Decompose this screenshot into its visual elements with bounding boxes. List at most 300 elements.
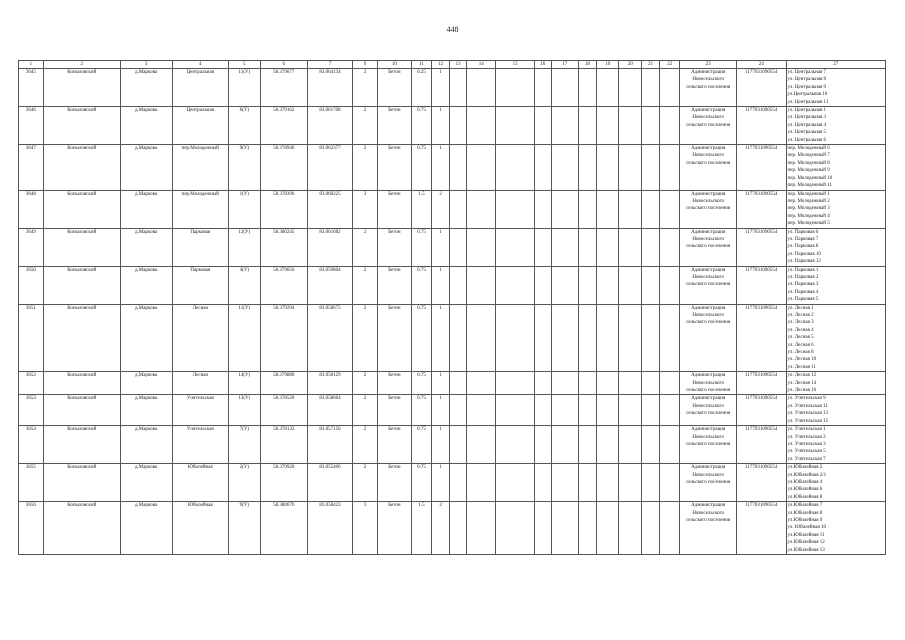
row-id: 3649 (19, 228, 44, 266)
district-cell: Копыловский (43, 107, 120, 145)
empty-cell (578, 372, 596, 395)
inn-cell: 1177031090554 (736, 69, 786, 107)
street-cell: Юбилейная (172, 502, 228, 555)
column-header: 24 (736, 61, 786, 69)
empty-cell (578, 69, 596, 107)
empty-cell (551, 372, 578, 395)
addresses-cell (786, 426, 885, 464)
col11-cell: 0.75 (411, 228, 431, 266)
empty-cell (578, 395, 596, 426)
surface-cell: Бетон (377, 372, 411, 395)
latitude-cell: 58.378520 (260, 395, 307, 426)
empty-cell (534, 107, 551, 145)
empty-cell (596, 426, 619, 464)
surface-cell: Бетон (377, 395, 411, 426)
number-cell: 14(У) (228, 372, 260, 395)
address-line: ул. Учительская 13 (787, 411, 829, 417)
address-line: ул. Учительская 1 (787, 427, 826, 433)
address-line: ул. Парковая 8 (787, 244, 819, 250)
owner-cell: Администрация Новосельского сельского поселения (680, 372, 736, 395)
empty-cell (642, 190, 660, 228)
empty-cell (642, 266, 660, 304)
table-row (19, 372, 886, 395)
empty-cell (642, 145, 660, 190)
settlement-cell: д.Маркова (120, 69, 172, 107)
empty-cell (496, 395, 534, 426)
column-header: 6 (260, 61, 307, 69)
number-cell: 12(У) (228, 228, 260, 266)
empty-cell (578, 107, 596, 145)
row-id: 3653 (19, 395, 44, 426)
col9-cell: 2 (353, 228, 378, 266)
address-line: ул.Юбилейная 11 (787, 532, 825, 538)
row-id: 3655 (19, 464, 44, 502)
surface-cell: Бетон (377, 502, 411, 555)
addresses-cell (786, 228, 885, 266)
latitude-cell: 58.379677 (260, 69, 307, 107)
col11-cell: 0.75 (411, 464, 431, 502)
empty-cell (578, 502, 596, 555)
table-row (19, 266, 886, 304)
address-line: пер. Молодежный 9 (787, 168, 830, 174)
inn-cell: 1177031090554 (736, 228, 786, 266)
empty-cell (660, 426, 680, 464)
column-header: 7 (307, 61, 352, 69)
row-id: 3647 (19, 145, 44, 190)
settlement-cell: д.Маркова (120, 464, 172, 502)
street-cell: Учительская (172, 395, 228, 426)
empty-cell (619, 266, 642, 304)
empty-cell (467, 426, 496, 464)
address-line: ул. Парковая 4 (787, 289, 819, 295)
row-id: 3646 (19, 107, 44, 145)
row-id: 3652 (19, 372, 44, 395)
inn-cell: 1177031090554 (736, 190, 786, 228)
settlement-cell: д.Маркова (120, 266, 172, 304)
column-header: 12 (432, 61, 450, 69)
empty-cell (660, 107, 680, 145)
address-line: ул. Учительская 7 (787, 456, 826, 462)
empty-cell (450, 395, 467, 426)
inn-cell: 1177031090554 (736, 304, 786, 372)
empty-cell (619, 395, 642, 426)
latitude-cell: 58.378132 (260, 426, 307, 464)
empty-cell (450, 190, 467, 228)
table-row (19, 145, 886, 190)
address-line: ул. Центральная 11 (787, 99, 829, 105)
col9-cell: 3 (353, 190, 378, 228)
empty-cell (660, 502, 680, 555)
col9-cell: 2 (353, 304, 378, 372)
number-cell: 7(У) (228, 426, 260, 464)
row-id: 3656 (19, 502, 44, 555)
column-header: 13 (450, 61, 467, 69)
longitude-cell: 83.059804 (307, 266, 352, 304)
empty-cell (450, 372, 467, 395)
col12-cell: 2 (432, 190, 450, 228)
owner-cell: Администрация Новосельского сельского поселения (680, 464, 736, 502)
empty-cell (619, 502, 642, 555)
address-line: ул. Юбилейная 10 (787, 525, 827, 531)
row-id: 3645 (19, 69, 44, 107)
empty-cell (450, 426, 467, 464)
empty-cell (450, 266, 467, 304)
col12-cell: 1 (432, 69, 450, 107)
empty-cell (578, 190, 596, 228)
empty-cell (450, 464, 467, 502)
address-line: ул. Парковая 6 (787, 229, 819, 235)
address-line: ул. Учительская 5 (787, 449, 826, 455)
number-cell: 9(У) (228, 502, 260, 555)
inn-cell: 1177031090554 (736, 502, 786, 555)
settlement-cell: д.Маркова (120, 426, 172, 464)
empty-cell (551, 502, 578, 555)
longitude-cell: 83.062377 (307, 145, 352, 190)
empty-cell (496, 145, 534, 190)
table-row (19, 69, 886, 107)
empty-cell (619, 145, 642, 190)
registry-table (18, 60, 886, 555)
district-cell: Копыловский (43, 502, 120, 555)
col12-cell: 1 (432, 107, 450, 145)
street-cell: Учительская (172, 426, 228, 464)
col12-cell: 1 (432, 304, 450, 372)
district-cell: Копыловский (43, 304, 120, 372)
col11-cell: 0.75 (411, 426, 431, 464)
address-line: пер. Молодежный 6 (787, 146, 830, 152)
owner-cell: Администрация Новосельского сельского поселения (680, 145, 736, 190)
col12-cell: 1 (432, 426, 450, 464)
number-cell: 6(У) (228, 107, 260, 145)
empty-cell (534, 228, 551, 266)
address-line: ул.Юбилейная 8 (787, 494, 823, 500)
inn-cell: 1177031090554 (736, 107, 786, 145)
column-header: 18 (578, 61, 596, 69)
street-cell: Парковая (172, 228, 228, 266)
settlement-cell: д.Маркова (120, 502, 172, 555)
number-cell: 9(У) (228, 145, 260, 190)
surface-cell: Бетон (377, 69, 411, 107)
empty-cell (467, 304, 496, 372)
table-body (19, 69, 886, 555)
column-header: 11 (411, 61, 431, 69)
col12-cell: 1 (432, 145, 450, 190)
empty-cell (534, 69, 551, 107)
number-cell: 1(У) (228, 190, 260, 228)
empty-cell (534, 464, 551, 502)
empty-cell (534, 502, 551, 555)
empty-cell (578, 228, 596, 266)
col11-cell: 0.75 (411, 372, 431, 395)
address-line: ул. Центральная 6 (787, 137, 827, 143)
addresses-cell (786, 69, 885, 107)
column-header: 20 (619, 61, 642, 69)
surface-cell: Бетон (377, 426, 411, 464)
owner-cell: Администрация Новосельского сельского поселения (680, 69, 736, 107)
address-line: пер. Молодежный 4 (787, 213, 830, 219)
address-line: пер. Молодежный 7 (787, 153, 830, 159)
settlement-cell: д.Маркова (120, 190, 172, 228)
longitude-cell: 83.058664 (307, 395, 352, 426)
column-header: 16 (534, 61, 551, 69)
row-id: 3654 (19, 426, 44, 464)
longitude-cell: 83.060225 (307, 190, 352, 228)
address-line: ул.Юбилейная 7 (787, 503, 823, 509)
empty-cell (551, 145, 578, 190)
empty-cell (450, 145, 467, 190)
col11-cell: 0.75 (411, 304, 431, 372)
settlement-cell: д.Маркова (120, 304, 172, 372)
latitude-cell: 58.379656 (260, 266, 307, 304)
address-line: пер. Молодежный 10 (787, 175, 833, 181)
empty-cell (551, 426, 578, 464)
empty-cell (496, 502, 534, 555)
header-row (19, 61, 886, 69)
latitude-cell: 58.378946 (260, 145, 307, 190)
empty-cell (619, 304, 642, 372)
address-line: ул. Учительская 2 (787, 434, 826, 440)
column-header: 5 (228, 61, 260, 69)
empty-cell (496, 464, 534, 502)
address-line: ул.Юбилейная 9 (787, 517, 823, 523)
number-cell: 2(У) (228, 464, 260, 502)
empty-cell (596, 69, 619, 107)
empty-cell (450, 228, 467, 266)
empty-cell (596, 107, 619, 145)
surface-cell: Бетон (377, 266, 411, 304)
empty-cell (496, 190, 534, 228)
empty-cell (551, 107, 578, 145)
page-number: 448 (446, 25, 459, 34)
settlement-cell: д.Маркова (120, 228, 172, 266)
address-line: ул.Юбилейная 2/1 (787, 472, 827, 478)
empty-cell (496, 228, 534, 266)
table-row (19, 190, 886, 228)
inn-cell: 1177031090554 (736, 145, 786, 190)
empty-cell (619, 426, 642, 464)
address-line: ул. Центральная 8 (787, 77, 827, 83)
empty-cell (596, 145, 619, 190)
address-line: ул. Парковая 10 (787, 251, 821, 257)
address-line: ул.Центральная 10 (787, 92, 828, 98)
district-cell: Копыловский (43, 464, 120, 502)
empty-cell (642, 426, 660, 464)
empty-cell (467, 69, 496, 107)
address-line: пер. Молодежный 2 (787, 198, 830, 204)
col11-cell: 0.75 (411, 395, 431, 426)
empty-cell (450, 107, 467, 145)
number-cell: 13(У) (228, 395, 260, 426)
row-id: 3650 (19, 266, 44, 304)
owner-cell: Администрация Новосельского сельского поселения (680, 107, 736, 145)
addresses-cell (786, 145, 885, 190)
empty-cell (467, 464, 496, 502)
address-line: ул. Парковая 1 (787, 267, 819, 273)
col12-cell: 1 (432, 395, 450, 426)
address-line: ул. Парковая 7 (787, 236, 819, 242)
street-cell: Парковая (172, 266, 228, 304)
address-line: ул. Учительская 15 (787, 418, 829, 424)
surface-cell: Бетон (377, 464, 411, 502)
district-cell: Копыловский (43, 145, 120, 190)
address-line: пер. Молодежный 3 (787, 206, 830, 212)
empty-cell (596, 228, 619, 266)
empty-cell (596, 502, 619, 555)
column-header: 19 (596, 61, 619, 69)
longitude-cell: 83.061682 (307, 228, 352, 266)
table-row (19, 304, 886, 372)
col9-cell: 2 (353, 464, 378, 502)
col11-cell: 1.5 (411, 502, 431, 555)
address-line: ул.Юбилейная 12 (787, 540, 825, 546)
street-cell: Лесная (172, 304, 228, 372)
column-header: 10 (377, 61, 411, 69)
col9-cell: 2 (353, 426, 378, 464)
col12-cell: 1 (432, 464, 450, 502)
addresses-cell (786, 395, 885, 426)
col9-cell: 3 (353, 502, 378, 555)
column-header: 3 (120, 61, 172, 69)
empty-cell (660, 372, 680, 395)
empty-cell (551, 464, 578, 502)
row-id: 3651 (19, 304, 44, 372)
col12-cell: 2 (432, 502, 450, 555)
empty-cell (496, 69, 534, 107)
empty-cell (660, 395, 680, 426)
address-line: ул. Парковая 3 (787, 282, 819, 288)
latitude-cell: 58.380245 (260, 228, 307, 266)
empty-cell (642, 69, 660, 107)
col11-cell: 0.75 (411, 107, 431, 145)
longitude-cell: 83.058423 (307, 502, 352, 555)
inn-cell: 1177031090554 (736, 395, 786, 426)
addresses-cell (786, 304, 885, 372)
empty-cell (619, 107, 642, 145)
empty-cell (578, 145, 596, 190)
address-line: пер. Молодежный 1 (787, 191, 830, 197)
addresses-cell (786, 190, 885, 228)
address-line: ул. Лесная 6 (787, 342, 814, 348)
column-header: 14 (467, 61, 496, 69)
empty-cell (619, 69, 642, 107)
col9-cell: 2 (353, 145, 378, 190)
col9-cell: 2 (353, 107, 378, 145)
longitude-cell: 83.057156 (307, 426, 352, 464)
settlement-cell: д.Маркова (120, 145, 172, 190)
addresses-cell (786, 107, 885, 145)
street-cell: Центральная (172, 107, 228, 145)
empty-cell (660, 145, 680, 190)
surface-cell: Бетон (377, 145, 411, 190)
address-line: ул. Лесная 11 (787, 364, 817, 370)
empty-cell (578, 266, 596, 304)
address-line: ул.Юбилейная 13 (787, 547, 825, 553)
empty-cell (534, 145, 551, 190)
longitude-cell: 83.055406 (307, 464, 352, 502)
number-cell: 11(У) (228, 69, 260, 107)
address-line: ул. Центральная 1 (787, 108, 827, 114)
addresses-cell (786, 502, 885, 555)
table-row (19, 426, 886, 464)
inn-cell: 1177031090554 (736, 426, 786, 464)
address-line: ул. Учительская 11 (787, 403, 828, 409)
address-line: ул.Юбилейная 8 (787, 510, 823, 516)
inn-cell: 1177031090554 (736, 266, 786, 304)
address-line: пер. Молодежный 5 (787, 221, 830, 227)
empty-cell (596, 304, 619, 372)
empty-cell (642, 372, 660, 395)
col9-cell: 2 (353, 372, 378, 395)
surface-cell: Бетон (377, 228, 411, 266)
empty-cell (596, 266, 619, 304)
empty-cell (619, 372, 642, 395)
empty-cell (450, 502, 467, 555)
longitude-cell: 83.061708 (307, 107, 352, 145)
empty-cell (619, 464, 642, 502)
district-cell: Копыловский (43, 69, 120, 107)
address-line: ул.Юбилейная 6 (787, 487, 823, 493)
owner-cell: Администрация Новосельского сельского поселения (680, 426, 736, 464)
empty-cell (660, 69, 680, 107)
district-cell: Копыловский (43, 190, 120, 228)
table-row (19, 228, 886, 266)
address-line: ул. Лесная 1 (787, 305, 814, 311)
empty-cell (467, 190, 496, 228)
addresses-cell (786, 372, 885, 395)
empty-cell (551, 395, 578, 426)
empty-cell (467, 228, 496, 266)
owner-cell: Администрация Новосельского сельского поселения (680, 266, 736, 304)
address-line: ул. Центральная 4 (787, 122, 827, 128)
empty-cell (467, 395, 496, 426)
latitude-cell: 58.379294 (260, 304, 307, 372)
owner-cell: Администрация Новосельского сельского поселения (680, 228, 736, 266)
empty-cell (450, 69, 467, 107)
address-line: ул. Центральная 9 (787, 84, 827, 90)
longitude-cell: 83.064134 (307, 69, 352, 107)
latitude-cell: 58.379920 (260, 464, 307, 502)
empty-cell (467, 502, 496, 555)
inn-cell: 1177031090554 (736, 464, 786, 502)
column-header: 15 (496, 61, 534, 69)
col9-cell: 2 (353, 266, 378, 304)
empty-cell (534, 395, 551, 426)
street-cell: пер.Молодежный (172, 190, 228, 228)
number-cell: 11(У) (228, 304, 260, 372)
empty-cell (642, 395, 660, 426)
col11-cell: 0.75 (411, 145, 431, 190)
settlement-cell: д.Маркова (120, 107, 172, 145)
longitude-cell: 83.058129 (307, 372, 352, 395)
address-line: ул. Учительская 9 (787, 396, 826, 402)
empty-cell (534, 266, 551, 304)
empty-cell (534, 372, 551, 395)
addresses-cell (786, 266, 885, 304)
empty-cell (642, 502, 660, 555)
column-header: 4 (172, 61, 228, 69)
settlement-cell: д.Маркова (120, 372, 172, 395)
district-cell: Копыловский (43, 372, 120, 395)
surface-cell: Бетон (377, 190, 411, 228)
col12-cell: 1 (432, 228, 450, 266)
empty-cell (467, 145, 496, 190)
col11-cell: 1.5 (411, 190, 431, 228)
address-line: пер. Молодежный 11 (787, 183, 833, 189)
inn-cell: 1177031090554 (736, 372, 786, 395)
address-line: ул. Центральная 3 (787, 115, 827, 121)
empty-cell (467, 266, 496, 304)
col12-cell: 1 (432, 372, 450, 395)
